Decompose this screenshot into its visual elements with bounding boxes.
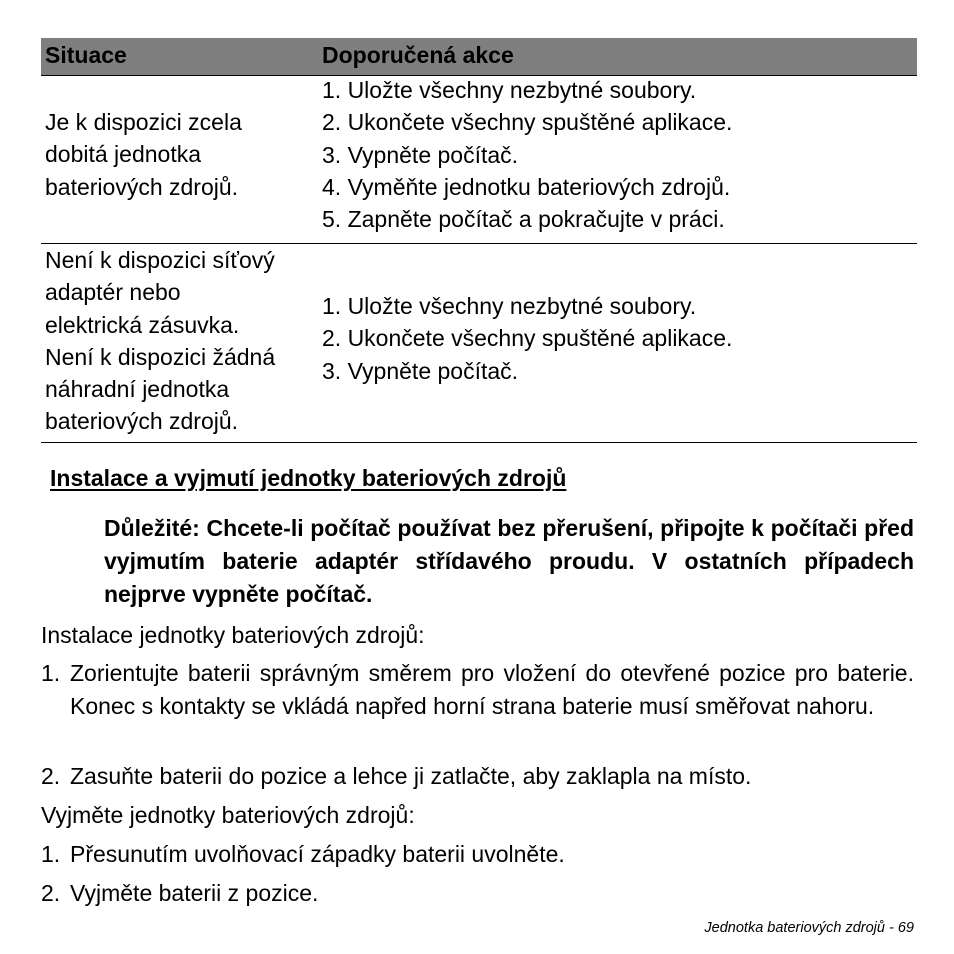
action-item: 3. Vypněte počítač. bbox=[322, 357, 519, 384]
situation-cell bbox=[45, 244, 315, 438]
install-intro: Instalace jednotky bateriových zdrojů: bbox=[41, 622, 425, 648]
table-row bbox=[41, 76, 917, 244]
header-recommended-action: Doporučená akce bbox=[322, 42, 514, 68]
list-number: 2. bbox=[41, 880, 61, 906]
section-heading: Instalace a vyjmutí jednotky bateriových zdrojů bbox=[50, 465, 567, 491]
important-note: Důležité: Chcete-li počítač používat bez přerušení, připojte k počítači před vyjmutím baterie adaptér střídavého proudu. V ostatních případech nejprve vypněte počítač. bbox=[104, 515, 914, 607]
table-row bbox=[41, 244, 917, 443]
action-item: 2. Ukončete všechny spuštěné aplikace. bbox=[322, 109, 733, 136]
situation-line: bateriových zdrojů. bbox=[45, 408, 239, 435]
situation-line: Není k dispozici síťový bbox=[45, 247, 275, 273]
list-text: Zorientujte baterii správným směrem pro vložení do otevřené pozice pro baterie. Konec s kontakty se vkládá napřed horní strana baterie musí směřovat nahoru. bbox=[70, 660, 914, 719]
action-item: 5. Zapněte počítač a pokračujte v práci. bbox=[322, 206, 725, 233]
situation-line: bateriových zdrojů. bbox=[45, 173, 239, 200]
situation-line: Není k dispozici žádná bbox=[45, 343, 276, 370]
situation-cell bbox=[45, 106, 315, 203]
recommendation-table bbox=[41, 38, 917, 443]
list-item bbox=[41, 760, 914, 793]
list-text: Vyjměte baterii z pozice. bbox=[70, 880, 319, 906]
list-item bbox=[41, 657, 914, 723]
table-header bbox=[41, 38, 917, 76]
situation-line: náhradní jednotka bbox=[45, 376, 230, 403]
remove-intro: Vyjměte jednotky bateriových zdrojů: bbox=[41, 802, 415, 828]
action-cell bbox=[322, 290, 912, 387]
situation-line: dobitá jednotka bbox=[45, 141, 202, 168]
action-item: 2. Ukončete všechny spuštěné aplikace. bbox=[322, 325, 733, 352]
list-number: 2. bbox=[41, 763, 61, 789]
situation-line: adaptér nebo bbox=[45, 279, 181, 306]
list-number: 1. bbox=[41, 841, 61, 867]
list-number: 1. bbox=[41, 660, 61, 686]
header-situation: Situace bbox=[45, 42, 127, 68]
action-cell bbox=[322, 74, 912, 235]
situation-line: Je k dispozici zcela bbox=[45, 109, 242, 135]
action-item: 1. Uložte všechny nezbytné soubory. bbox=[322, 77, 697, 103]
situation-line: elektrická zásuvka. bbox=[45, 311, 240, 338]
action-item: 1. Uložte všechny nezbytné soubory. bbox=[322, 293, 697, 319]
page-footer: Jednotka bateriových zdrojů - 69 bbox=[704, 920, 914, 936]
list-item bbox=[41, 877, 914, 910]
list-text: Přesunutím uvolňovací západky baterii uvolněte. bbox=[70, 841, 565, 867]
action-item: 4. Vyměňte jednotku bateriových zdrojů. bbox=[322, 173, 731, 200]
action-item: 3. Vypněte počítač. bbox=[322, 141, 519, 168]
list-text: Zasuňte baterii do pozice a lehce ji zatlačte, aby zaklapla na místo. bbox=[70, 763, 752, 789]
list-item bbox=[41, 838, 914, 871]
